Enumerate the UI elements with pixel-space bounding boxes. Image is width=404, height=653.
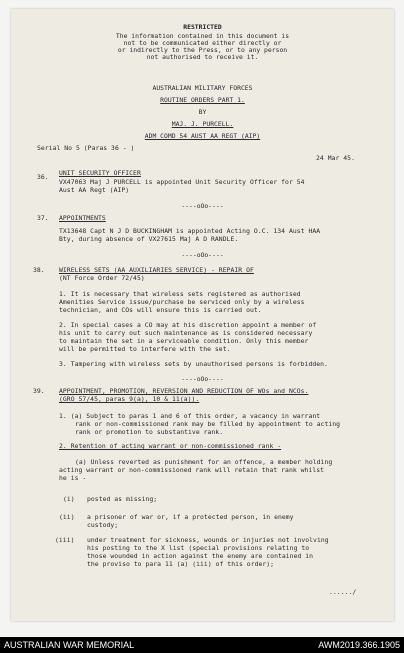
para-line: 2. In special cases a CO may at his discretion appoint a member of (59, 321, 317, 329)
separator: ----oOo---- (181, 375, 224, 383)
para-number: 37. (37, 214, 49, 222)
notice-line: or indirectly to the Press, or to any person (117, 46, 288, 54)
para-line: Bty, during absence of VX27615 Maj A D RANDLE. (59, 235, 239, 243)
order-date: 24 Mar 45. (316, 154, 355, 162)
para-line: Amenities Service issue/purchase be serviced only by a wireless (59, 298, 305, 306)
footer-institution: AUSTRALIAN WAR MEMORIAL (4, 640, 135, 650)
para-subheading: (GRO 57/45, paras 9(a), 10 & 11(a)). (59, 395, 200, 403)
para-line: (a) Unless reverted as punishment for an offence, a member holding (75, 458, 333, 466)
subsection-heading: 2. Retention of acting warrant or non-commissioned rank - (59, 442, 282, 450)
para-line: 1. It is necessary that wireless sets registered as authorised (59, 290, 301, 298)
list-text: under treatment for sickness, wounds or injuries not involving (87, 536, 329, 544)
para-heading: UNIT SECURITY OFFICER (59, 169, 141, 177)
para-number: 39. (33, 387, 45, 395)
separator: ----oOo---- (181, 202, 224, 210)
para-number: 36. (37, 173, 49, 181)
para-line: rank or promotion to substantive rank. (75, 428, 224, 436)
list-text: the proviso to para 11 (a) (iii) of this order); (87, 560, 275, 568)
para-line: will be permitted to interfere with the set. (59, 345, 231, 353)
para-heading: APPOINTMENT, PROMOTION, REVERSION AND REDUCTION OF WOs and NCOs. (59, 387, 309, 395)
para-line: his unit to carry out such maintenance as is considered necessary (59, 329, 313, 337)
para-line: VX47063 Maj J PURCELL is appointed Unit Security Officer for 54 (59, 178, 305, 186)
list-text: a prisoner of war or, if a protected person, in enemy (87, 513, 294, 521)
commander-name: MAJ. J. PURCELL. (171, 120, 234, 128)
list-marker: (i) (63, 495, 75, 503)
para-line: 3. Tampering with wireless sets by unauthorised persons is forbidden. (59, 360, 328, 368)
list-text: those wounded in action against the enemy are contained in (87, 552, 314, 560)
para-line: to maintain the set in a serviceable condition. Only this member (59, 337, 309, 345)
separator: ----oOo---- (181, 251, 224, 259)
continuation-mark: ....../ (329, 588, 357, 596)
by-line: BY (198, 108, 207, 116)
list-marker: (ii) (59, 513, 75, 521)
para-line: 1. (a) Subject to paras 1 and 6 of this order, a vacancy in warrant (59, 412, 321, 420)
notice-line: not authorised to receive it. (146, 53, 259, 61)
para-line: acting warrant or non-commissioned rank will retain that rank whilst (59, 466, 325, 474)
para-line: technician, and COs will ensure this is carried out. (59, 306, 262, 314)
list-marker: (iii) (55, 536, 75, 544)
para-subheading: (NT Force Order 72/45) (59, 274, 145, 282)
archive-footer (0, 637, 404, 653)
notice-line: The information contained in this document is (115, 32, 290, 40)
footer-accession-number: AWM2019.366.1905 (318, 640, 400, 650)
classification-stamp: RESTRICTED (183, 23, 222, 31)
document-page (11, 9, 394, 621)
para-heading: APPOINTMENTS (59, 214, 106, 222)
serial-number: Serial No 5 (Paras 36 - ) (37, 144, 135, 152)
para-line: he is - (59, 474, 87, 482)
notice-line: not to be communicated either directly or (123, 39, 282, 47)
list-text: custody; (87, 521, 119, 529)
para-heading: WIRELESS SETS (AA AUXILIARIES SERVICE) - REPAIR OF (59, 266, 254, 274)
para-line: TX13648 Capt N J D BUCKINGHAM is appointed Acting O.C. 134 Aust HAA (59, 227, 321, 235)
unit-name: ADM COMD 54 AUST AA REGT (AIP) (144, 132, 261, 140)
list-text: posted as missing; (87, 495, 158, 503)
forces-title: AUSTRALIAN MILITARY FORCES (152, 84, 253, 92)
orders-title: ROUTINE ORDERS PART 1. (160, 96, 245, 104)
para-number: 38. (33, 266, 45, 274)
para-line: rank or non-commissioned rank may be filled by appointment to acting (75, 420, 341, 428)
para-line: Aust AA Regt (AIP) (59, 186, 130, 194)
list-text: his posting to the X list (special provisions relating to (87, 544, 310, 552)
